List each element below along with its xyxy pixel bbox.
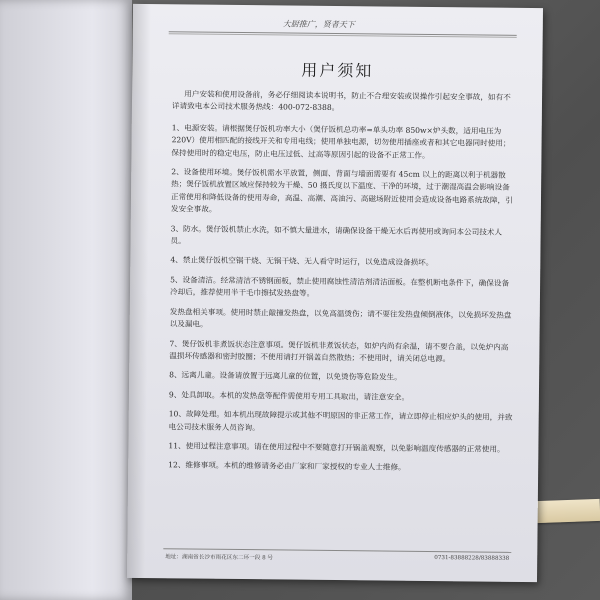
section-waterproof: 3、防水。煲仔饭机禁止水洗，如不慎大量进水，请确保设备干燥无水后再使用或询问本公司技术人员。 [170, 223, 503, 246]
section-environment: 2、设备使用环境。煲仔饭机需水平放置，侧面、背面与墙面需要有 45cm 以上的距离以利于机器散热；煲仔饭机放置区域应保持较为干燥、50 摄氏度以下温度、干净的环境，过于潮湿高温会影响设备正常使用和降低设备的使用寿命，高温、高潮、高油污、高磁场附近使用会造成设备电路系统故障，引发安全事故。 [170, 167, 513, 215]
document-page [127, 4, 543, 582]
intro-paragraph: 用户安装和使用设备前，务必仔细阅读本说明书，防止不合理安装或误操作引起安全事故，如有不详请致电本公司技术服务热线：400-072-8388。 [171, 89, 511, 113]
footer-address: 地址：湖南省长沙市雨花区东二环一段 8 号 [165, 554, 274, 562]
section-idle-state: 7、煲仔饭机非煮饭状态注意事项。煲仔饭机非煮饭状态，如炉内尚有余温，请不要合盖，以免炉内高温损坏传感器和密封胶圈；不使用请打开锅盖自然散热；不使用时，请关闭总电源。 [169, 338, 509, 364]
page-title: 用户须知 [301, 60, 374, 81]
document-body [168, 88, 516, 482]
section-heating-plate: 发热盘相关事项。使用时禁止敲撞发热盘，以免高温烫伤；请不要往发热盘倾倒液体，以免损坏发热盘以及漏电。 [169, 306, 512, 329]
section-fault-handling: 10、故障处理。如本机出现故障提示或其他不明原因的非正常工作，请立即停止相应炉头的使用，并致电公司技术服务人员咨询。 [168, 409, 513, 432]
page-footer [165, 552, 509, 564]
binding-strap [536, 499, 600, 523]
section-usage-notes: 11、使用过程注意事项。请在使用过程中不要随意打开锅盖观察，以免影响温度传感器的正常使用。 [168, 441, 505, 454]
section-no-dry-heating: 4、禁止煲仔饭机空锅干烧、无锅干烧、无人看守时运行，以免造成设备损坏。 [170, 255, 434, 268]
section-maintenance: 12、维修事项。本机的维修请务必由厂家和厂家授权的专业人士维修。 [168, 460, 406, 473]
section-cleaning: 5、设备清洁。经常清洁不锈钢面板，禁止使用腐蚀性清洁剂清洁面板。在整机断电条件下，确保设备冷却后，推荐使用半干毛巾擦拭发热盘等。 [169, 275, 510, 299]
section-parts-removal: 9、处具卸取。本机的发热盘等配件需使用专用工具取出，请注意安全。 [168, 389, 410, 402]
section-children: 8、远离儿童。设备请放置于远离儿童的位置，以免烫伤等危险发生。 [169, 370, 402, 383]
header-slogan: 大厨推广，贤者天下 [282, 19, 355, 30]
footer-phone: 0731-83888228/83888338 [434, 555, 510, 562]
section-power-supply: 1、电源安装。请根据煲仔饭机功率大小（煲仔饭机总功率=单头功率 850w×炉头数，适用电压为 220V）使用相匹配的接线开关和专用电线；使用单独电源，切勿使用插座或者和其它电器同时使用；保持使用时的稳定电压，防止电压过低、过高等原因引起的设备不正常工作。 [171, 123, 511, 160]
left-page-edge [0, 0, 132, 600]
